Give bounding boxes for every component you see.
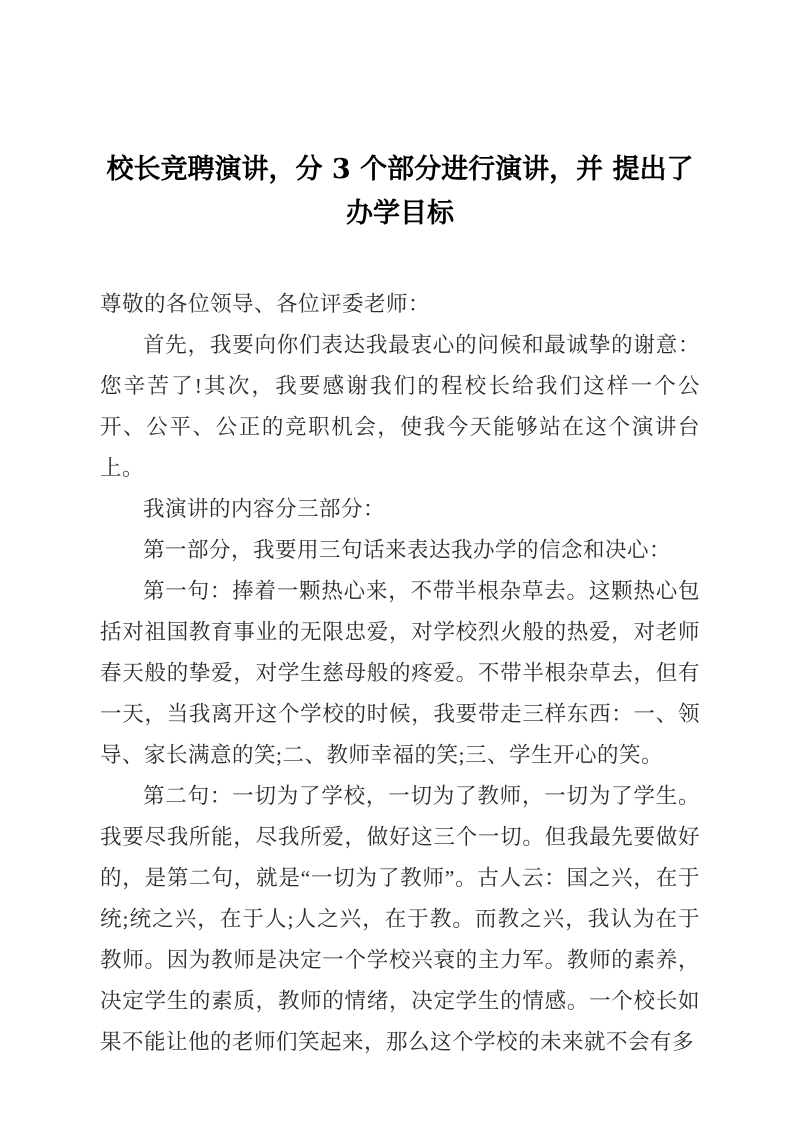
paragraph-part-one-heading: 第一部分，我要用三句话来表达我办学的信念和决心： [143, 538, 672, 562]
paragraph-sentence-two: 第二句：一切为了学校，一切为了教师，一切为了学生。我要尽我所能，尽我所爱，做好这三个一切。但我最先要做好的，是第二句，就是“一切为了教师”。古人云：国之兴，在于统;统之兴，在于人;人之兴，在于教。而教之兴，我认为在于教师。因为教师是决定一个学校兴衰的主力军。教师的素养，决定学生的素质，教师的情绪，决定学生的情感。一个校长如果不能让他的老师们笑起来，那么这个学校的未来就不会有多 [100, 784, 700, 1054]
paragraph-opening-thanks: 首先，我要向你们表达我最衷心的问候和最诚挚的谢意：您辛苦了!其次，我要感谢我们的程校长给我们这样一个公开、公平、公正的竞职机会，使我今天能够站在这个演讲台上。 [100, 333, 700, 480]
paragraph-salutation: 尊敬的各位领导、各位评委老师： [100, 292, 431, 316]
document-body [100, 284, 700, 1063]
page-title [100, 148, 700, 236]
paragraph-sentence-one: 第一句：捧着一颗热心来，不带半根杂草去。这颗热心包括对祖国教育事业的无限忠爱，对学校烈火般的热爱，对老师春天般的挚爱，对学生慈母般的疼爱。不带半根杂草去，但有一天，当我离开这个学校的时候，我要带走三样东西：一、领导、家长满意的笑;二、教师幸福的笑;三、学生开心的笑。 [100, 579, 700, 767]
page-title-line-2: 提出了办学目标 [346, 154, 694, 229]
page-content-area [100, 148, 700, 1063]
page-title-line-1: 校长竞聘演讲，分 3 个部分进行演讲，并 [106, 154, 604, 185]
paragraph-outline: 我演讲的内容分三部分： [143, 497, 386, 521]
